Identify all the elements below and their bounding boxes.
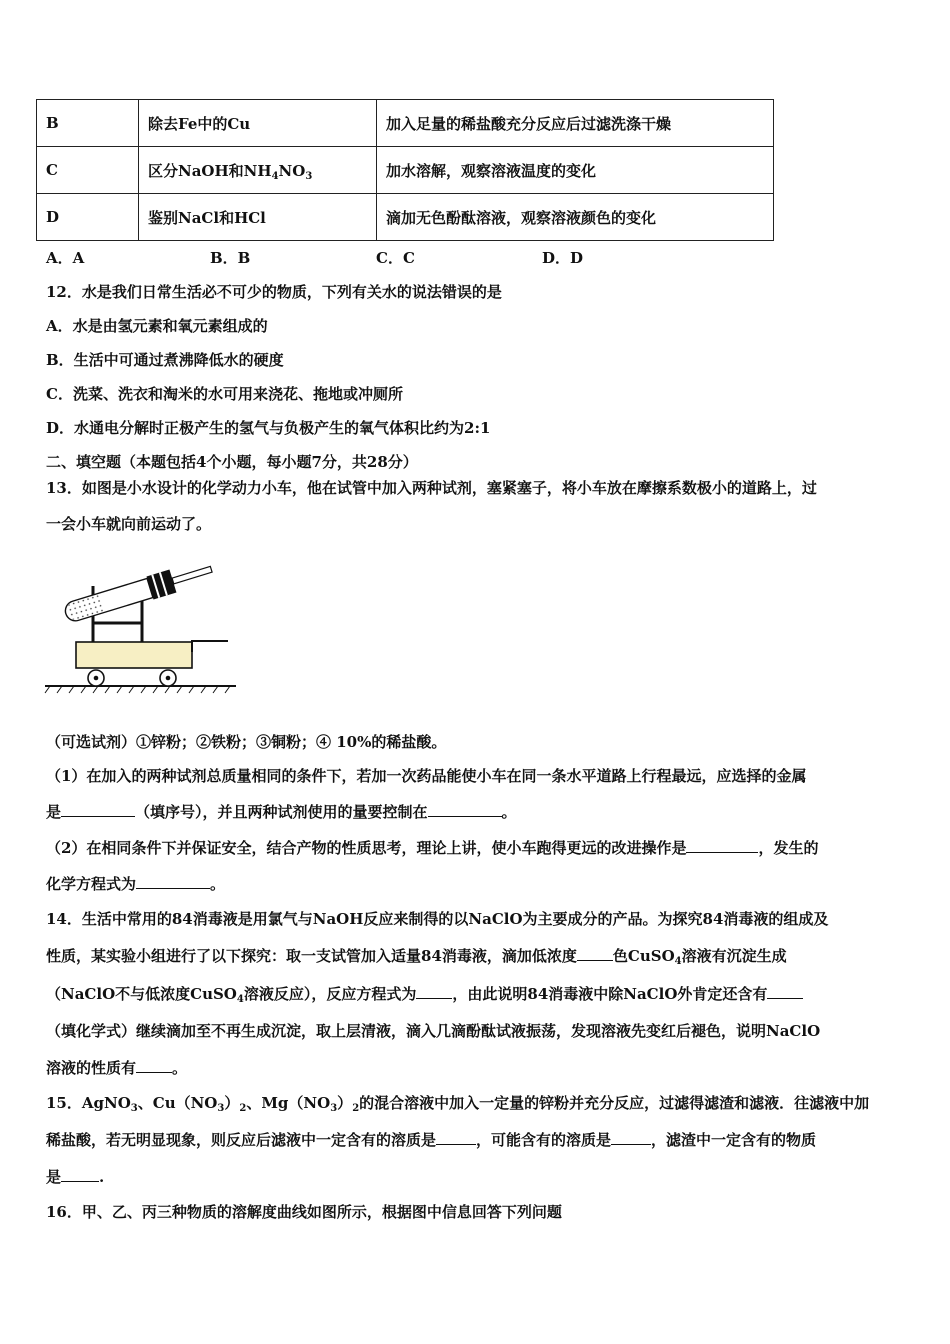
answer-blank[interactable] xyxy=(428,802,502,817)
q12-option-c: C．洗菜、洗衣和淘米的水可用来浇花、拖地或冲厕所 xyxy=(46,385,403,403)
subscript: 2 xyxy=(352,1103,360,1114)
text-segment: 是 xyxy=(46,803,62,821)
q13-part2-line1 xyxy=(46,837,818,858)
q13-stem-line2: 一会小车就向前运动了。 xyxy=(46,515,212,533)
q13-reagents: （可选试剂）①锌粉；②铁粉；③铜粉；④ 10%的稀盐酸。 xyxy=(46,733,447,751)
text-segment: 稀盐酸，若无明显现象，则反应后滤液中一定含有的溶质是 xyxy=(46,1131,437,1149)
q12-option-a: A．水是由氢元素和氧元素组成的 xyxy=(46,317,268,335)
row-method: 滴加无色酚酞溶液，观察溶液颜色的变化 xyxy=(377,194,774,241)
text-segment: 的混合溶液中加入一定量的锌粉并充分反应，过滤得滤渣和滤液．往滤液中加 xyxy=(359,1094,870,1112)
answer-blank[interactable] xyxy=(611,1130,651,1145)
answer-blank[interactable] xyxy=(136,1058,172,1073)
q13-stem-line1: 13．如图是小水设计的化学动力小车，他在试管中加入两种试剂，塞紧塞子，将小车放在摩擦系数极小的道路上，过 xyxy=(46,479,817,497)
purpose-text: NO xyxy=(278,161,306,180)
nozzle-tube xyxy=(172,566,212,583)
car-body xyxy=(76,642,192,668)
text-segment: . xyxy=(99,1168,105,1186)
q14-line4: （填化学式）继续滴加至不再生成沉淀，取上层清液，滴入几滴酚酞试液振荡，发现溶液先变红后褪色，说明NaClO xyxy=(46,1022,821,1040)
purpose-text: 区分NaOH和NH xyxy=(148,161,272,180)
text-segment: 是 xyxy=(46,1168,62,1186)
subscript: 4 xyxy=(236,994,244,1005)
text-segment: 、Cu（NO xyxy=(137,1094,218,1112)
text-segment: 溶液有沉淀生成 xyxy=(681,947,787,965)
choice-d: D．D xyxy=(542,249,584,267)
choice-b: B．B xyxy=(210,249,251,267)
row-label: C xyxy=(37,147,139,194)
row-purpose xyxy=(139,147,377,194)
choice-c: C．C xyxy=(376,249,415,267)
q14-line1: 14．生活中常用的84消毒液是用氯气与NaOH反应来制得的以NaClO为主要成分的产品。为探究84消毒液的组成及 xyxy=(46,910,829,928)
row-purpose: 除去Fe中的Cu xyxy=(139,100,377,147)
text-segment: 溶液的性质有 xyxy=(46,1059,137,1077)
q15-line3 xyxy=(46,1166,104,1187)
road-hatching xyxy=(45,686,230,693)
answer-blank[interactable] xyxy=(136,874,210,889)
answer-blank[interactable] xyxy=(436,1130,476,1145)
text-segment: ） xyxy=(337,1094,353,1112)
choice-a: A．A xyxy=(46,249,85,267)
q13-part1-line1: （1）在加入的两种试剂总质量相同的条件下，若加一次药品能使小车在同一条水平道路上行程最远，应选择的金属 xyxy=(46,767,807,785)
text-segment: 15．AgNO xyxy=(46,1094,131,1112)
text-segment: （NaClO不与低浓度CuSO xyxy=(46,985,237,1003)
options-table xyxy=(36,99,774,241)
table-row xyxy=(37,100,774,147)
text-segment: ，发生的 xyxy=(758,839,819,857)
answer-blank[interactable] xyxy=(767,984,803,999)
q12-stem: 12．水是我们日常生活必不可少的物质，下列有关水的说法错误的是 xyxy=(46,283,502,301)
q14-line2 xyxy=(46,945,787,966)
text-segment: 性质，某实验小组进行了以下探究：取一支试管加入适量84消毒液，滴加低浓度 xyxy=(46,947,577,965)
subscript: 3 xyxy=(217,1103,225,1114)
row-label: D xyxy=(37,194,139,241)
subscript: 3 xyxy=(305,170,313,182)
text-segment: 化学方程式为 xyxy=(46,875,137,893)
subscript: 3 xyxy=(330,1103,338,1114)
text-segment: 。 xyxy=(501,803,517,821)
text-segment: ） xyxy=(224,1094,240,1112)
row-purpose: 鉴别NaCl和HCl xyxy=(139,194,377,241)
q15-line2 xyxy=(46,1129,816,1150)
text-segment: 。 xyxy=(172,1059,188,1077)
row-method: 加入足量的稀盐酸充分反应后过滤洗涤干燥 xyxy=(377,100,774,147)
row-label: B xyxy=(37,100,139,147)
q16-stem: 16．甲、乙、丙三种物质的溶解度曲线如图所示，根据图中信息回答下列问题 xyxy=(46,1203,562,1221)
text-segment: 色CuSO xyxy=(612,947,675,965)
q13-part2-line2 xyxy=(46,873,225,894)
chemical-car-diagram xyxy=(40,556,240,701)
q14-line3 xyxy=(46,983,803,1004)
subscript: 3 xyxy=(130,1103,138,1114)
table-row xyxy=(37,194,774,241)
q13-part1-line2 xyxy=(46,801,517,822)
subscript: 4 xyxy=(674,956,682,967)
text-segment: （填序号），并且两种试剂使用的量要控制在 xyxy=(135,803,428,821)
answer-blank[interactable] xyxy=(686,838,758,853)
answer-blank[interactable] xyxy=(61,1167,99,1182)
text-segment: 、Mg（NO xyxy=(246,1094,331,1112)
q14-line5 xyxy=(46,1057,187,1078)
text-segment: ，由此说明84消毒液中除NaClO外肯定还含有 xyxy=(452,985,768,1003)
q11-choices xyxy=(46,247,646,269)
test-tube xyxy=(62,558,214,625)
subscript: 2 xyxy=(239,1103,247,1114)
subscript: 4 xyxy=(271,170,279,182)
answer-blank[interactable] xyxy=(416,984,452,999)
text-segment: （2）在相同条件下并保证安全，结合产物的性质思考，理论上讲，使小车跑得更远的改进操作是 xyxy=(46,839,687,857)
text-segment: 。 xyxy=(210,875,226,893)
text-segment: 溶液反应），反应方程式为 xyxy=(243,985,417,1003)
answer-blank[interactable] xyxy=(61,802,135,817)
section-heading: 二、填空题（本题包括4个小题，每小题7分，共28分） xyxy=(46,453,418,471)
table-row xyxy=(37,147,774,194)
car-handle xyxy=(192,641,228,652)
row-method: 加水溶解，观察溶液温度的变化 xyxy=(377,147,774,194)
q15-line1 xyxy=(46,1092,869,1113)
answer-blank[interactable] xyxy=(577,946,613,961)
q12-option-b: B．生活中可通过煮沸降低水的硬度 xyxy=(46,351,284,369)
text-segment: ，可能含有的溶质是 xyxy=(476,1131,612,1149)
text-segment: ，滤渣中一定含有的物质 xyxy=(651,1131,817,1149)
q12-option-d: D．水通电分解时正极产生的氢气与负极产生的氧气体积比约为2:1 xyxy=(46,419,491,437)
